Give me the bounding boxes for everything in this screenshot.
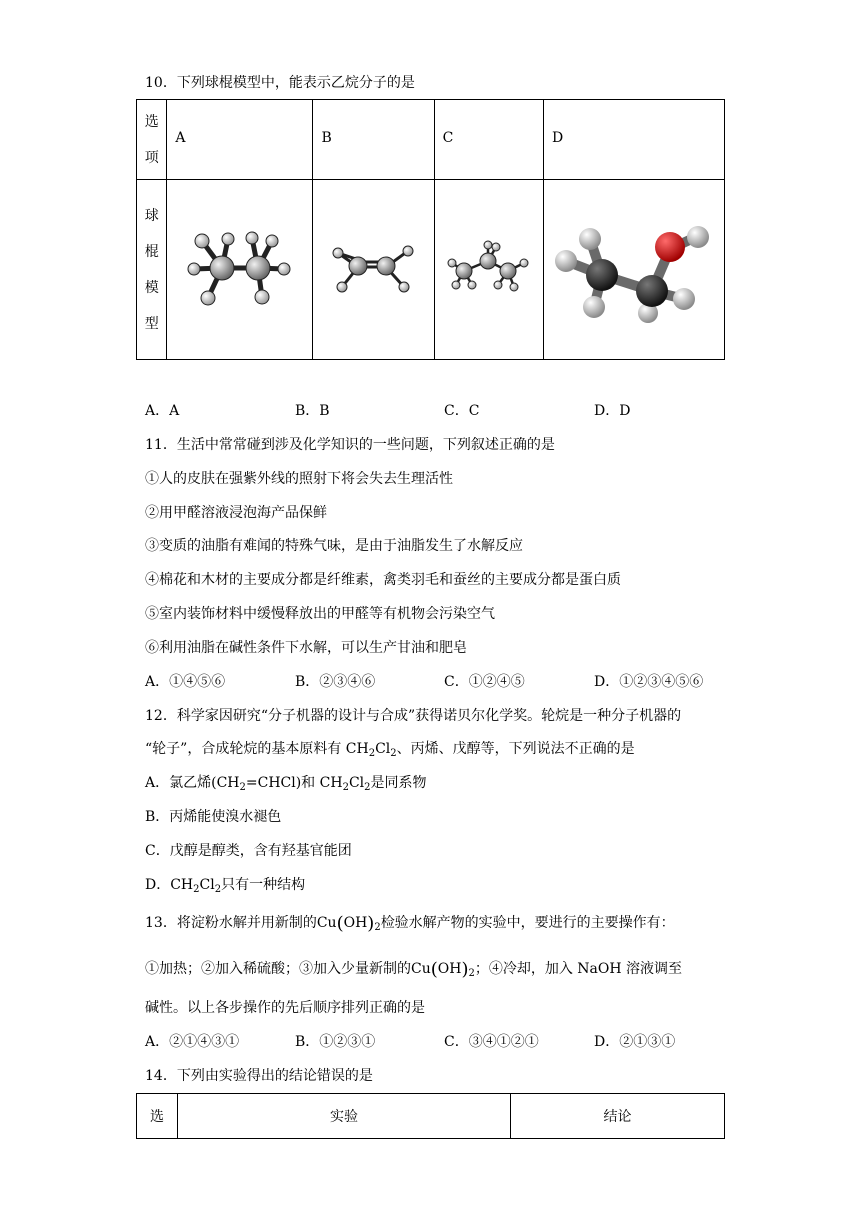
q11-statement-1: ①人的皮肤在强紫外线的照射下将会失去生理活性 [145,471,453,487]
q13-option-a[interactable]: A．②①④③① [145,1034,240,1050]
ethene-ball-stick-model [180,223,300,313]
q13-stem: 13．将淀粉水解并用新制的$Cu(OH)_2$检验水解产物的实验中，要进行的主要操作有： [145,913,675,934]
q10-header-label: 选 项 [137,100,167,180]
q14-header-experiment: 实验 [178,1094,511,1139]
q12-option-a[interactable]: A．氯乙烯$(CH_2=CHCl)$和 $CH_2Cl_2$是同系物 [145,775,427,793]
q10-options [145,401,725,421]
q14-table [136,1093,725,1139]
q11-statement-3: ③变质的油脂有难闻的特殊气味，是由于油脂发生了水解反应 [145,538,523,554]
q11-statement-4: ④棉花和木材的主要成分都是纤维素，禽类羽毛和蚕丝的主要成分都是蛋白质 [145,572,621,588]
q10-header-a: A [167,100,313,180]
q12-stem-line1: 12．科学家因研究“分子机器的设计与合成”获得诺贝尔化学奖。轮烷是一种分子机器的 [145,708,682,724]
q12-stem-line2: “轮子”，合成轮烷的基本原料有 $CH_2Cl_2$、丙烯、戊醇等，下列说法不正确的是 [145,741,635,759]
q11-statement-2: ②用甲醛溶液浸泡海产品保鲜 [145,505,327,521]
q10-option-b[interactable]: B．B [295,403,330,419]
q10-option-c[interactable]: C．C [444,403,480,419]
q10-model-c-cell [434,180,543,360]
q13-option-d[interactable]: D．②①③① [594,1034,676,1050]
q13-options [145,1032,725,1052]
q11-option-b[interactable]: B．②③④⑥ [295,674,376,690]
q13-option-b[interactable]: B．①②③① [295,1034,376,1050]
q11-option-d[interactable]: D．①②③④⑤⑥ [594,674,704,690]
q10-header-c: C [434,100,543,180]
q10-model-b-cell [313,180,434,360]
q11-statement-5: ⑤室内装饰材料中缓慢释放出的甲醛等有机物会污染空气 [145,606,495,622]
q11-option-a[interactable]: A．①④⑤⑥ [145,674,226,690]
q14-stem: 14．下列由实验得出的结论错误的是 [145,1068,373,1084]
copper-hydroxide-formula: $Cu(OH)_2$ [316,913,381,934]
q12-option-c[interactable]: C．戊醇是醇类，含有羟基官能团 [145,843,352,859]
q12-option-b[interactable]: B．丙烯能使溴水褪色 [145,809,282,825]
q10-row-label: 球 棍 模 型 [137,180,167,360]
q10-model-a-cell [167,180,313,360]
ethyne-ball-stick-model [324,233,424,303]
q11-option-c[interactable]: C．①②④⑤ [444,674,525,690]
q10-option-d[interactable]: D．D [594,403,631,419]
q10-header-d: D [544,100,725,180]
q11-options [145,672,725,692]
q14-header-option: 选 [137,1094,178,1139]
q10-option-a[interactable]: A．A [145,403,180,419]
q11-stem: 11．生活中常常碰到涉及化学知识的一些问题，下列叙述正确的是 [145,437,555,453]
propane-ball-stick-model [444,233,534,303]
q13-operations: ①加热；②加入稀硫酸；③加入少量新制的$Cu(OH)_2$；④冷却，加入 NaOH 溶液调至 [145,959,683,980]
q10-stem: 10．下列球棍模型中，能表示乙烷分子的是 [145,75,415,91]
q10-model-d-cell [544,180,725,360]
q10-table [136,99,725,360]
q13-operations-line2: 碱性。以上各步操作的先后顺序排列正确的是 [145,1000,425,1016]
ethanol-ball-stick-model [544,213,724,323]
q10-header-b: B [313,100,434,180]
q14-header-conclusion: 结论 [511,1094,725,1139]
q12-option-d[interactable]: D．$CH_2Cl_2$只有一种结构 [145,877,306,895]
q13-option-c[interactable]: C．③④①②① [444,1034,539,1050]
q11-statement-6: ⑥利用油脂在碱性条件下水解，可以生产甘油和肥皂 [145,640,467,656]
copper-hydroxide-formula: $Cu(OH)_2$ [411,959,475,980]
